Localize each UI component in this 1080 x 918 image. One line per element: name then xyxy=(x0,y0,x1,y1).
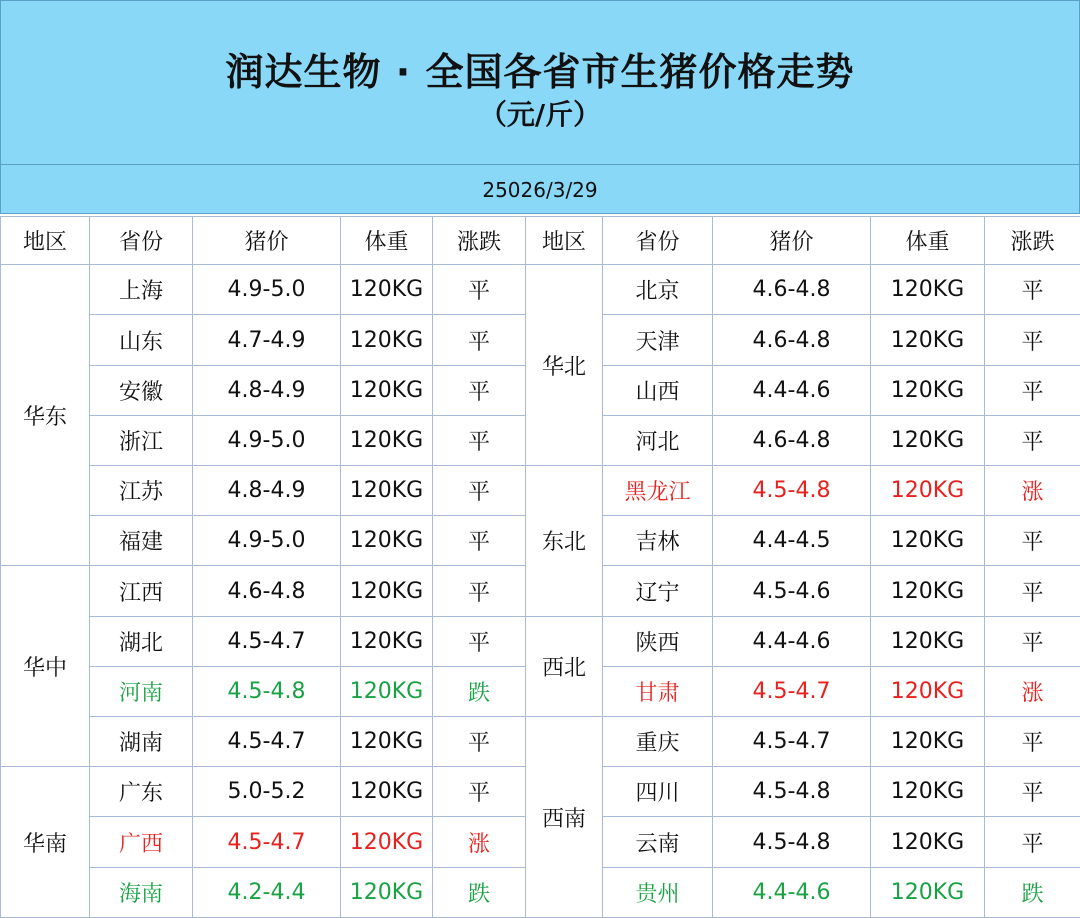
weight-cell: 120KG xyxy=(341,466,433,516)
weight-cell: 120KG xyxy=(871,265,985,315)
price-cell: 5.0-5.2 xyxy=(193,767,341,817)
change-cell: 平 xyxy=(433,566,526,616)
province-cell: 陕西 xyxy=(603,616,713,666)
price-cell: 4.9-5.0 xyxy=(193,415,341,465)
price-cell: 4.4-4.5 xyxy=(713,516,871,566)
province-cell: 上海 xyxy=(90,265,193,315)
weight-cell: 120KG xyxy=(871,717,985,767)
region-cell: 西南 xyxy=(526,717,603,918)
region-cell: 华中 xyxy=(1,566,90,767)
province-cell: 河北 xyxy=(603,415,713,465)
column-header: 涨跌 xyxy=(433,217,526,265)
province-cell: 山东 xyxy=(90,315,193,365)
change-cell: 平 xyxy=(985,717,1080,767)
price-cell: 4.5-4.6 xyxy=(713,566,871,616)
price-cell: 4.8-4.9 xyxy=(193,365,341,415)
change-cell: 跌 xyxy=(433,666,526,716)
change-cell: 平 xyxy=(433,365,526,415)
change-cell: 涨 xyxy=(433,817,526,867)
change-cell: 平 xyxy=(433,265,526,315)
price-cell: 4.5-4.8 xyxy=(193,666,341,716)
change-cell: 平 xyxy=(433,767,526,817)
price-cell: 4.9-5.0 xyxy=(193,516,341,566)
province-cell: 广东 xyxy=(90,767,193,817)
province-cell: 云南 xyxy=(603,817,713,867)
table-row xyxy=(1,265,1080,315)
price-cell: 4.5-4.7 xyxy=(713,666,871,716)
report-date: 25026/3/29 xyxy=(482,178,598,202)
column-header: 体重 xyxy=(341,217,433,265)
price-cell: 4.6-4.8 xyxy=(713,265,871,315)
weight-cell: 120KG xyxy=(871,616,985,666)
price-cell: 4.6-4.8 xyxy=(713,415,871,465)
price-cell: 4.5-4.7 xyxy=(193,717,341,767)
weight-cell: 120KG xyxy=(871,666,985,716)
province-cell: 天津 xyxy=(603,315,713,365)
province-cell: 湖南 xyxy=(90,717,193,767)
price-table xyxy=(0,216,1080,918)
column-header: 地区 xyxy=(526,217,603,265)
table-header-row xyxy=(1,217,1080,265)
change-cell: 平 xyxy=(433,616,526,666)
change-cell: 平 xyxy=(985,566,1080,616)
province-cell: 甘肃 xyxy=(603,666,713,716)
weight-cell: 120KG xyxy=(341,817,433,867)
change-cell: 平 xyxy=(985,365,1080,415)
province-cell: 广西 xyxy=(90,817,193,867)
price-cell: 4.8-4.9 xyxy=(193,466,341,516)
province-cell: 辽宁 xyxy=(603,566,713,616)
table-row xyxy=(1,717,1080,767)
change-cell: 跌 xyxy=(985,867,1080,917)
weight-cell: 120KG xyxy=(341,717,433,767)
change-cell: 平 xyxy=(985,315,1080,365)
weight-cell: 120KG xyxy=(871,365,985,415)
province-cell: 安徽 xyxy=(90,365,193,415)
province-cell: 重庆 xyxy=(603,717,713,767)
price-cell: 4.5-4.8 xyxy=(713,817,871,867)
province-cell: 吉林 xyxy=(603,516,713,566)
province-cell: 山西 xyxy=(603,365,713,415)
region-cell: 东北 xyxy=(526,466,603,617)
price-cell: 4.5-4.8 xyxy=(713,466,871,516)
weight-cell: 120KG xyxy=(871,466,985,516)
weight-cell: 120KG xyxy=(871,767,985,817)
weight-cell: 120KG xyxy=(871,516,985,566)
province-cell: 湖北 xyxy=(90,616,193,666)
column-header: 省份 xyxy=(603,217,713,265)
change-cell: 平 xyxy=(985,415,1080,465)
column-header: 体重 xyxy=(871,217,985,265)
unit-label: （元/斤） xyxy=(478,98,602,131)
column-header: 猪价 xyxy=(193,217,341,265)
price-cell: 4.5-4.8 xyxy=(713,767,871,817)
change-cell: 涨 xyxy=(985,666,1080,716)
price-cell: 4.9-5.0 xyxy=(193,265,341,315)
province-cell: 黑龙江 xyxy=(603,466,713,516)
weight-cell: 120KG xyxy=(341,566,433,616)
table-row xyxy=(1,466,1080,516)
price-cell: 4.4-4.6 xyxy=(713,616,871,666)
province-cell: 江苏 xyxy=(90,466,193,516)
weight-cell: 120KG xyxy=(871,315,985,365)
column-header: 地区 xyxy=(1,217,90,265)
change-cell: 平 xyxy=(985,817,1080,867)
change-cell: 平 xyxy=(985,516,1080,566)
change-cell: 平 xyxy=(985,265,1080,315)
weight-cell: 120KG xyxy=(871,566,985,616)
weight-cell: 120KG xyxy=(871,867,985,917)
province-cell: 贵州 xyxy=(603,867,713,917)
change-cell: 平 xyxy=(433,415,526,465)
change-cell: 平 xyxy=(433,717,526,767)
price-cell: 4.4-4.6 xyxy=(713,365,871,415)
column-header: 省份 xyxy=(90,217,193,265)
price-cell: 4.7-4.9 xyxy=(193,315,341,365)
change-cell: 涨 xyxy=(985,466,1080,516)
price-cell: 4.4-4.6 xyxy=(713,867,871,917)
province-cell: 江西 xyxy=(90,566,193,616)
change-cell: 平 xyxy=(433,466,526,516)
weight-cell: 120KG xyxy=(341,265,433,315)
column-header: 涨跌 xyxy=(985,217,1080,265)
weight-cell: 120KG xyxy=(341,315,433,365)
region-cell: 华南 xyxy=(1,767,90,918)
province-cell: 河南 xyxy=(90,666,193,716)
price-cell: 4.5-4.7 xyxy=(713,717,871,767)
region-cell: 华东 xyxy=(1,265,90,566)
change-cell: 平 xyxy=(433,315,526,365)
weight-cell: 120KG xyxy=(341,516,433,566)
province-cell: 海南 xyxy=(90,867,193,917)
province-cell: 浙江 xyxy=(90,415,193,465)
price-cell: 4.5-4.7 xyxy=(193,616,341,666)
region-cell: 西北 xyxy=(526,616,603,716)
column-header: 猪价 xyxy=(713,217,871,265)
price-cell: 4.6-4.8 xyxy=(713,315,871,365)
weight-cell: 120KG xyxy=(341,415,433,465)
weight-cell: 120KG xyxy=(341,616,433,666)
date-banner xyxy=(0,165,1080,214)
price-cell: 4.6-4.8 xyxy=(193,566,341,616)
change-cell: 跌 xyxy=(433,867,526,917)
price-cell: 4.5-4.7 xyxy=(193,817,341,867)
weight-cell: 120KG xyxy=(341,666,433,716)
page-title: 润达生物 · 全国各省市生猪价格走势 xyxy=(225,50,855,94)
weight-cell: 120KG xyxy=(341,365,433,415)
weight-cell: 120KG xyxy=(871,817,985,867)
region-cell: 华北 xyxy=(526,265,603,466)
title-banner xyxy=(0,0,1080,165)
province-cell: 北京 xyxy=(603,265,713,315)
change-cell: 平 xyxy=(433,516,526,566)
weight-cell: 120KG xyxy=(341,767,433,817)
change-cell: 平 xyxy=(985,616,1080,666)
price-cell: 4.2-4.4 xyxy=(193,867,341,917)
province-cell: 四川 xyxy=(603,767,713,817)
weight-cell: 120KG xyxy=(871,415,985,465)
change-cell: 平 xyxy=(985,767,1080,817)
weight-cell: 120KG xyxy=(341,867,433,917)
province-cell: 福建 xyxy=(90,516,193,566)
table-row xyxy=(1,616,1080,666)
